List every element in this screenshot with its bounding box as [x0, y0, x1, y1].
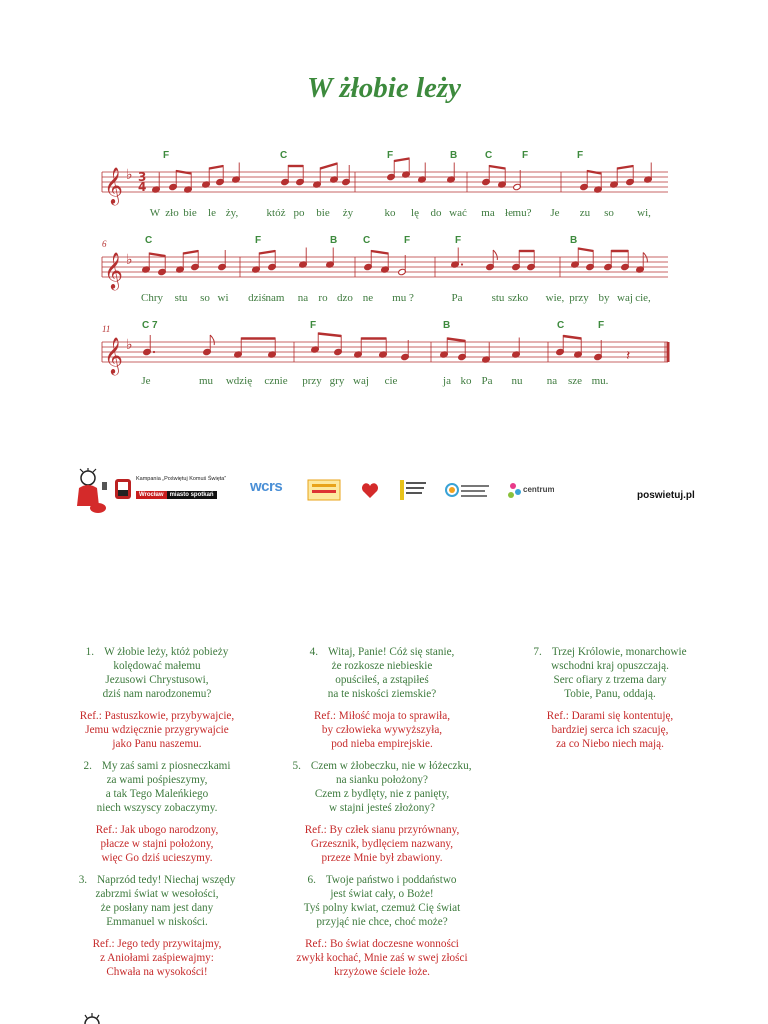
treble-clef: 𝄞 — [104, 251, 123, 289]
verses-column-2 — [262, 645, 502, 987]
verse-line — [262, 915, 502, 929]
verse-line-text: przeze Mnie był zbawiony. — [321, 852, 443, 864]
chord-symbol: F — [310, 320, 317, 331]
lyric-syllable: sze — [567, 375, 583, 387]
key-signature-flat: ♭ — [126, 167, 133, 183]
lyric-syllable: W — [149, 207, 161, 219]
verse-line — [37, 851, 277, 865]
chord-symbol: B — [570, 235, 578, 246]
wroclaw-badge: Wrocław — [136, 491, 167, 499]
lyric-syllable: stu — [491, 292, 505, 304]
verse-line-text: opuściłeś, a zstąpiłeś — [335, 674, 429, 686]
beam — [578, 249, 593, 252]
verse-line — [262, 709, 502, 723]
verse-line-text: krzyżowe ściele łoże. — [334, 966, 430, 978]
stanza-block — [37, 759, 277, 815]
verse-line — [37, 887, 277, 901]
refrain-block — [37, 823, 277, 865]
verse-line-text: zwykł kochać, Mnie zaś w swej złości — [296, 952, 468, 964]
verse-line — [37, 723, 277, 737]
verse-line-text: Emmanuel w niskości. — [106, 916, 208, 928]
lyric-syllable: ma — [481, 207, 495, 219]
lyric-syllable: gry — [329, 375, 345, 387]
verse-line-text: że rozkosze niebieskie — [331, 660, 433, 672]
beam — [320, 164, 337, 169]
verse-line — [37, 873, 277, 887]
verse-line-text: Ref.: By człek sianu przyrównany, — [304, 824, 460, 836]
verse-line-text: Ref.: Jak ubogo narodzony, — [95, 824, 219, 836]
chord-symbol: F — [404, 235, 411, 246]
beam — [176, 171, 191, 174]
time-signature-top: 3 — [138, 170, 147, 184]
key-signature-flat: ♭ — [126, 252, 133, 268]
verse-line-text: że posłany nam jest dany — [100, 902, 214, 914]
verse-line-text: niech wszyscy zobaczymy. — [96, 802, 218, 814]
verse-line — [262, 837, 502, 851]
lyric-syllable: bie — [316, 207, 330, 219]
lyric-syllable: ne — [362, 292, 374, 304]
lyric-syllable: waj — [617, 292, 633, 304]
beam — [394, 159, 409, 162]
verse-line-text: Czem z bydlęty, nie z panięty, — [314, 788, 450, 800]
caroling-child-logo — [74, 468, 108, 514]
beam — [617, 166, 633, 169]
lyric-syllable: Chry — [141, 292, 163, 304]
beam — [183, 251, 198, 254]
verse-line — [262, 887, 502, 901]
verse-line — [37, 773, 277, 787]
chord-symbol: F — [455, 235, 462, 246]
chord-symbol: F — [577, 150, 584, 161]
chord-symbol: F — [387, 150, 394, 161]
centrum-wolontariatu-logo — [506, 478, 554, 507]
verse-line-text: jako Panu naszemu. — [112, 738, 202, 750]
verse-line — [262, 965, 502, 979]
lyric-syllable: mu. — [591, 375, 609, 387]
stanza-number: 5. — [292, 760, 301, 772]
verse-line — [262, 659, 502, 673]
lyric-syllable: nu — [511, 375, 523, 387]
beam — [587, 171, 601, 174]
verse-line-text: zabrzmi świat w wesołości, — [95, 888, 219, 900]
stanza-number: 6. — [307, 874, 316, 886]
lyric-syllable: le — [208, 207, 216, 219]
verse-line-text: przyjąć nie chce, choć może? — [316, 916, 448, 928]
chord-symbol: C — [280, 150, 288, 161]
lyric-syllable: łe — [505, 207, 513, 219]
miasto-badge: miasto spotkań — [167, 491, 217, 499]
verse-line — [37, 965, 277, 979]
lyric-syllable: wi, — [637, 207, 651, 219]
measure-number: 11 — [102, 324, 111, 334]
verse-line-text: Jezusowi Chrystusowi, — [105, 674, 209, 686]
stanza-number: 1. — [85, 646, 95, 658]
verse-line — [37, 937, 277, 951]
kampania-text-block — [136, 476, 246, 501]
beam — [259, 251, 275, 254]
song-title: W żłobie leży — [306, 72, 462, 104]
verse-line — [490, 737, 730, 751]
chord-symbol: C — [485, 150, 493, 161]
quarter-rest: 𝄽 — [626, 348, 631, 364]
verse-line — [262, 951, 502, 965]
dotted-note-dot — [153, 351, 155, 353]
lyric-syllable: so — [604, 207, 614, 219]
lyric-syllable: ży, — [225, 207, 239, 219]
treble-clef: 𝄞 — [104, 336, 123, 374]
lyric-syllable: któż — [266, 207, 286, 219]
stanza-block — [490, 645, 730, 701]
verse-line — [37, 673, 277, 687]
organisation-logo-1 — [306, 478, 342, 507]
verse-line-text: wschodni kraj opuszczają. — [551, 660, 669, 672]
verse-line-text: za co Niebo niech mają. — [556, 738, 664, 750]
lyric-syllable: dziś — [248, 292, 266, 304]
lyric-syllable: cznie — [264, 375, 288, 387]
verse-line — [37, 709, 277, 723]
lyric-syllable: wi — [217, 292, 229, 304]
verse-line — [37, 645, 277, 659]
verse-line-text: Ref.: Pastuszkowie, przybywajcie, — [79, 710, 235, 722]
lyric-syllable: Pa — [451, 292, 463, 304]
measure-number: 6 — [102, 239, 107, 249]
verse-line-text: kolędować małemu — [113, 660, 201, 672]
lyric-syllable: by — [598, 292, 610, 304]
chord-symbol: F — [163, 150, 170, 161]
verse-line-text: Tyś polny kwiat, czemuż Cię świat — [303, 902, 461, 914]
eighth-flag — [493, 250, 497, 260]
verse-line — [262, 673, 502, 687]
heart-logo — [358, 480, 382, 507]
lyric-syllable: mu? — [512, 207, 532, 219]
verse-line — [37, 687, 277, 701]
verse-line-text: Chwała na wysokości! — [106, 966, 208, 978]
lyric-syllable: ro — [318, 292, 328, 304]
lyric-syllable: dzo — [337, 292, 353, 304]
verse-line — [490, 673, 730, 687]
lyric-syllable: cie — [384, 375, 398, 387]
verses-column-1 — [37, 645, 277, 987]
verse-line-text: pod nieba empirejskie. — [331, 738, 433, 750]
refrain-block — [262, 823, 502, 865]
verse-line — [37, 823, 277, 837]
refrain-block — [37, 937, 277, 979]
wcrs-logo — [250, 478, 282, 495]
stanza-block — [37, 645, 277, 701]
verse-line-text: płacze w stajni położony, — [100, 838, 214, 850]
bottom-logo-fragment — [80, 1012, 120, 1024]
chord-symbol: C — [557, 320, 565, 331]
stanza-block — [262, 759, 502, 815]
refrain-block — [490, 709, 730, 751]
beam — [371, 251, 388, 254]
stanza-block — [262, 873, 502, 929]
lyric-syllable: stu — [174, 292, 188, 304]
sponsor-logos — [74, 468, 694, 516]
refrain-block — [262, 709, 502, 751]
verse-line — [37, 737, 277, 751]
verse-line-text: w stajni jesteś złożony? — [329, 802, 435, 814]
verse-line — [37, 951, 277, 965]
verse-line — [490, 723, 730, 737]
verse-line — [490, 659, 730, 673]
chord-symbol: F — [522, 150, 529, 161]
kampania-label: Kampania „Poświętuj Komuś Święta” — [136, 476, 227, 482]
lyric-syllable: ko — [384, 207, 396, 219]
refrain-block — [37, 709, 277, 751]
verse-line — [37, 837, 277, 851]
lyric-syllable: wdzię — [225, 375, 253, 387]
verse-line — [262, 801, 502, 815]
verse-line-text: Ref.: Bo świat doczesne wonności — [305, 938, 459, 950]
verse-line-text: Ref.: Jego tedy przywitajmy, — [92, 938, 222, 950]
stanza-block — [37, 873, 277, 929]
verse-line — [262, 773, 502, 787]
lyric-syllable: ży — [342, 207, 354, 219]
beam — [447, 339, 465, 342]
verse-line-text: Trzej Królowie, monarchowie — [551, 646, 687, 658]
dotted-note-dot — [461, 263, 463, 265]
verse-line — [262, 787, 502, 801]
verse-line — [37, 915, 277, 929]
treble-clef: 𝄞 — [104, 166, 123, 204]
lyric-syllable: Pa — [481, 375, 493, 387]
verse-line-text: Naprzód tedy! Niechaj wszędy — [97, 874, 236, 886]
website-label: poswietuj.pl — [637, 490, 695, 501]
lyric-syllable: mu — [198, 375, 214, 387]
svg-text:centrum: centrum — [523, 485, 554, 494]
verse-line — [37, 787, 277, 801]
verse-line — [262, 823, 502, 837]
lyric-syllable: po — [293, 207, 305, 219]
chord-symbol: C — [363, 235, 371, 246]
lyric-syllable: Je — [141, 375, 151, 387]
chord-symbol: B — [330, 235, 338, 246]
verse-line-text: na te niskości ziemskie? — [327, 688, 437, 700]
lyric-syllable: przy — [302, 375, 322, 387]
lyric-syllable: zło — [165, 207, 179, 219]
verse-line-text: Czem w żłobeczku, nie w łóżeczku, — [310, 760, 472, 772]
beam — [209, 166, 223, 169]
lyric-syllable: mu ? — [392, 292, 414, 304]
lyric-syllable: przy — [569, 292, 589, 304]
lyric-syllable: bie — [183, 207, 197, 219]
verse-line — [262, 759, 502, 773]
verse-line — [490, 645, 730, 659]
chord-symbol: C — [145, 235, 153, 246]
stanza-number: 7. — [533, 646, 542, 658]
verse-line-text: za wami pośpieszymy, — [106, 774, 208, 786]
lyric-syllable: wać — [449, 207, 467, 219]
verse-line-text: Jemu wdzięcznie przygrywajcie — [85, 724, 229, 736]
lyric-syllable: ja — [443, 375, 451, 387]
eighth-flag — [643, 253, 647, 263]
eighth-flag — [210, 335, 214, 345]
beam — [489, 166, 505, 169]
lyric-syllable: ko — [460, 375, 472, 387]
verse-line-text: więc Go dziś ucieszymy. — [101, 852, 213, 864]
verse-line — [262, 901, 502, 915]
time-signature-bottom: 4 — [138, 180, 147, 194]
verse-line-text: Ref.: Miłość moja to sprawiła, — [313, 710, 451, 722]
beam — [563, 336, 581, 339]
verse-line — [37, 801, 277, 815]
chord-symbol: B — [450, 150, 458, 161]
verse-line-text: My zaś sami z piosneczkami — [101, 760, 231, 772]
lyric-syllable: so — [200, 292, 210, 304]
verse-line-text: W żłobie leży, któż pobieży — [104, 646, 229, 658]
lyric-syllable: lę — [411, 207, 419, 219]
verse-line-text: bardziej serca ich szacuję, — [551, 724, 669, 736]
lyric-syllable: szko — [507, 292, 529, 304]
chord-symbol: F — [598, 320, 605, 331]
lyric-syllable: wie, — [545, 292, 565, 304]
sheet-music — [0, 140, 768, 400]
verse-line-text: Grzesznik, bydlęciem nazwany, — [310, 838, 454, 850]
beam — [318, 334, 341, 337]
verse-line-text: Witaj, Panie! Cóż się stanie, — [328, 646, 455, 658]
verse-line-text: Ref.: Darami się kontentuję, — [546, 710, 674, 722]
beam — [149, 254, 165, 257]
verse-line — [37, 759, 277, 773]
lyric-syllable: waj — [353, 375, 369, 387]
verse-line-text: z Aniołami zaśpiewajmy: — [100, 952, 214, 964]
stanza-number: 4. — [309, 646, 319, 658]
verse-line — [262, 723, 502, 737]
chord-symbol: C 7 — [142, 320, 158, 331]
lyric-syllable: na — [297, 292, 309, 304]
verse-line — [262, 737, 502, 751]
verse-line — [262, 873, 502, 887]
verse-line-text: Twoje państwo i poddaństwo — [325, 874, 457, 886]
key-signature-flat: ♭ — [126, 337, 133, 353]
verse-line — [37, 659, 277, 673]
centrum-inicjatyw-logo — [444, 478, 492, 507]
verse-line — [262, 645, 502, 659]
verse-line — [490, 709, 730, 723]
stanza-block — [262, 645, 502, 701]
stanza-number: 2. — [83, 760, 92, 772]
lyric-syllable: na — [546, 375, 558, 387]
lyric-syllable: do — [430, 207, 442, 219]
verse-line-text: dziś nam narodzonemu? — [102, 688, 212, 700]
verse-line — [490, 687, 730, 701]
refrain-block — [262, 937, 502, 979]
chord-symbol: F — [255, 235, 262, 246]
verse-line-text: na sianku położony? — [336, 774, 428, 786]
verse-line — [262, 687, 502, 701]
chord-symbol: B — [443, 320, 451, 331]
wroclaw-crest-icon — [114, 478, 132, 500]
verse-line-text: Serc ofiary z trzema dary — [553, 674, 667, 686]
lyric-syllable: nam — [265, 292, 285, 304]
verse-line-text: Tobie, Panu, oddają. — [564, 688, 656, 700]
organisation-logo-2 — [398, 478, 430, 507]
kampania-logo — [114, 478, 132, 505]
verses-column-3 — [490, 645, 730, 759]
verse-line — [37, 901, 277, 915]
stanza-number: 3. — [78, 874, 88, 886]
verse-line-text: by człowieka wywyższyła, — [321, 724, 443, 736]
wcrs-text: wcrs — [250, 478, 283, 495]
verse-line — [262, 937, 502, 951]
lyric-syllable: Je — [550, 207, 560, 219]
verse-line — [262, 851, 502, 865]
lyric-syllable: cie, — [635, 292, 651, 304]
verse-line-text: a tak Tego Maleńkiego — [105, 788, 209, 800]
verse-line-text: jest świat cały, o Boże! — [330, 888, 434, 900]
lyric-syllable: zu — [579, 207, 591, 219]
